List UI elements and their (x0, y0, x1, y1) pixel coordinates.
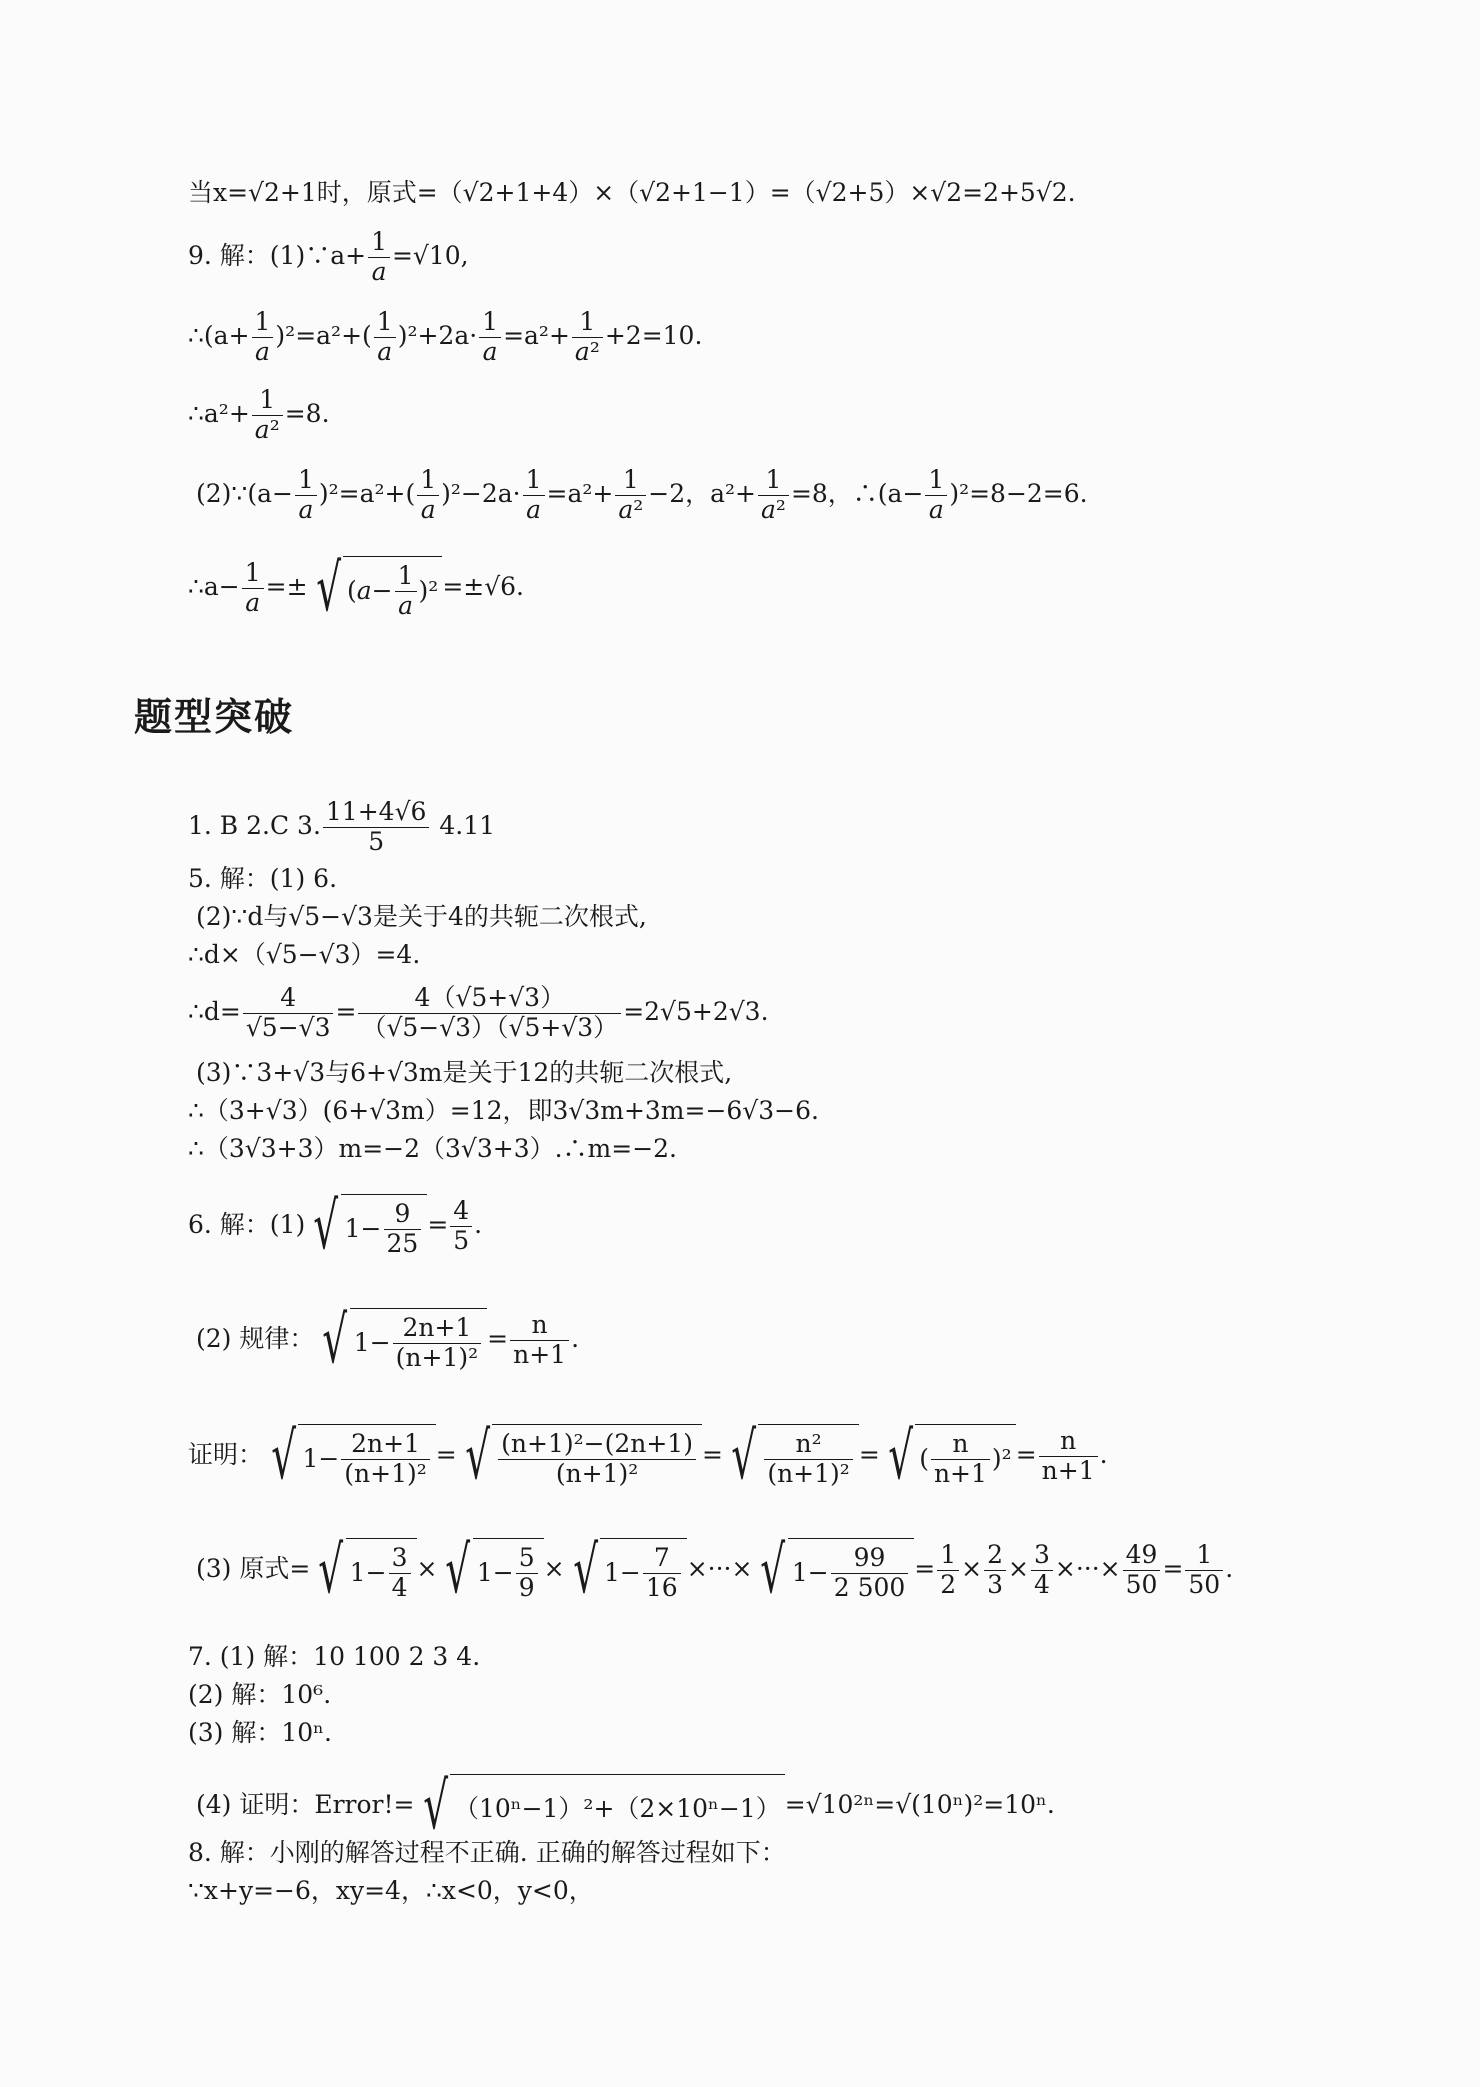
line-q7-3: (3) 解：10ⁿ. (188, 1718, 332, 1747)
line-q9-square: ∴(a+ $\frac{1}{a}$ )²=a²+( $\frac{1}{a}$ )²+2a· $\frac{1}{a}$ =a²+ $\frac{1}{\text{a²}}$ +2=10. (188, 307, 703, 366)
line-answers-1-4: 1. B 2.C 3. $\frac{11+4√6}{5}$ 4.11 (188, 797, 496, 856)
line-q6-3: (3) 原式= √ 1− 3 4 × √ 1− 5 9 × √ 1− 7 16 ×···× √ 1− 99 2 500 = $\frac{1}{2}$ × $\frac{2}{3}$ × $\frac{3}{4}$ ×···× $\frac{49}{50}$ = $\frac{1}{50}$ . (196, 1533, 1234, 1608)
line-q5-5: ∴（3+√3）(6+√3m）=12，即3√3m+3m=−6√3−6. (188, 1096, 819, 1125)
line-q5-4: (3)∵3+√3与6+√3m是关于12的共轭二次根式, (196, 1058, 733, 1087)
line-q7-2: (2) 解：10⁶. (188, 1680, 332, 1709)
line-q8-1: 8. 解：小刚的解答过程不正确. 正确的解答过程如下： (188, 1838, 786, 1867)
line-q5-1: 5. 解：(1) 6. (188, 864, 338, 893)
line-q6-1: 6. 解：(1) √ 1− $\frac{9}{25}$ = $\frac{4}{5}$ . (188, 1189, 483, 1264)
line-q5-2: (2)∵d与√5−√3是关于4的共轭二次根式, (196, 902, 647, 931)
line-q8-2: ∵x+y=−6，xy=4，∴x<0，y<0， (188, 1876, 594, 1905)
line-substitution: 当x=√2+1时，原式=（√2+1+4）×（√2+1−1）=（√2+5）×√2=2+5√2. (188, 178, 1076, 207)
line-q6-2: (2) 规律： √ 1− $\frac{2n+1}{\text{(n+1)²}}$ = $\frac{n}{n+1}$ . (196, 1303, 580, 1378)
line-q6-proof: 证明： √ 1− 2n+1 (n+1)² = √ (n+1)²−(2n+1) (n+1)² = √ n² (n+1)² = √ ( n n+1 )² = $\frac{n}{n+1}$ . (188, 1419, 1108, 1494)
section-heading: 题型突破 (134, 695, 295, 739)
line-q9-answer: ∴a− $\frac{1}{a}$ =± √ ( a − 1 a )² =±√6. (188, 551, 524, 626)
line-q9-result: ∴a²+ $\frac{1}{\text{a²}}$ =8. (188, 385, 330, 444)
line-q7-1: 7. (1) 解：10 100 2 3 4. (188, 1642, 481, 1671)
line-q9-given: 9. 解：(1)∵a+ $\frac{1}{a}$ =√10, (188, 227, 469, 286)
line-q5-d: ∴d= $\frac{4}{√5-√3}$ = $\frac{4(√5+√3)}{(√5-√3)(√5+√3)}$ =2√5+2√3. (188, 983, 769, 1042)
line-q7-4: (4) 证明：Error!= √ （10ⁿ−1）²+（2×10ⁿ−1） =√10²ⁿ=√(10ⁿ)²=10ⁿ. (196, 1769, 1055, 1844)
line-q5-3: ∴d×（√5−√3）=4. (188, 940, 421, 969)
line-q9-part2: (2)∵(a− $\frac{1}{a}$ )²=a²+( $\frac{1}{a}$ )²−2a· $\frac{1}{a}$ =a²+ $\frac{1}{\text{a²}}$ −2，a²+ $\frac{1}{\text{a²}}$ =8，∴(a− $\frac{1}{a}$ )²=8−2=6. (196, 465, 1088, 524)
line-q5-6: ∴（3√3+3）m=−2（3√3+3）.∴m=−2. (188, 1134, 678, 1163)
